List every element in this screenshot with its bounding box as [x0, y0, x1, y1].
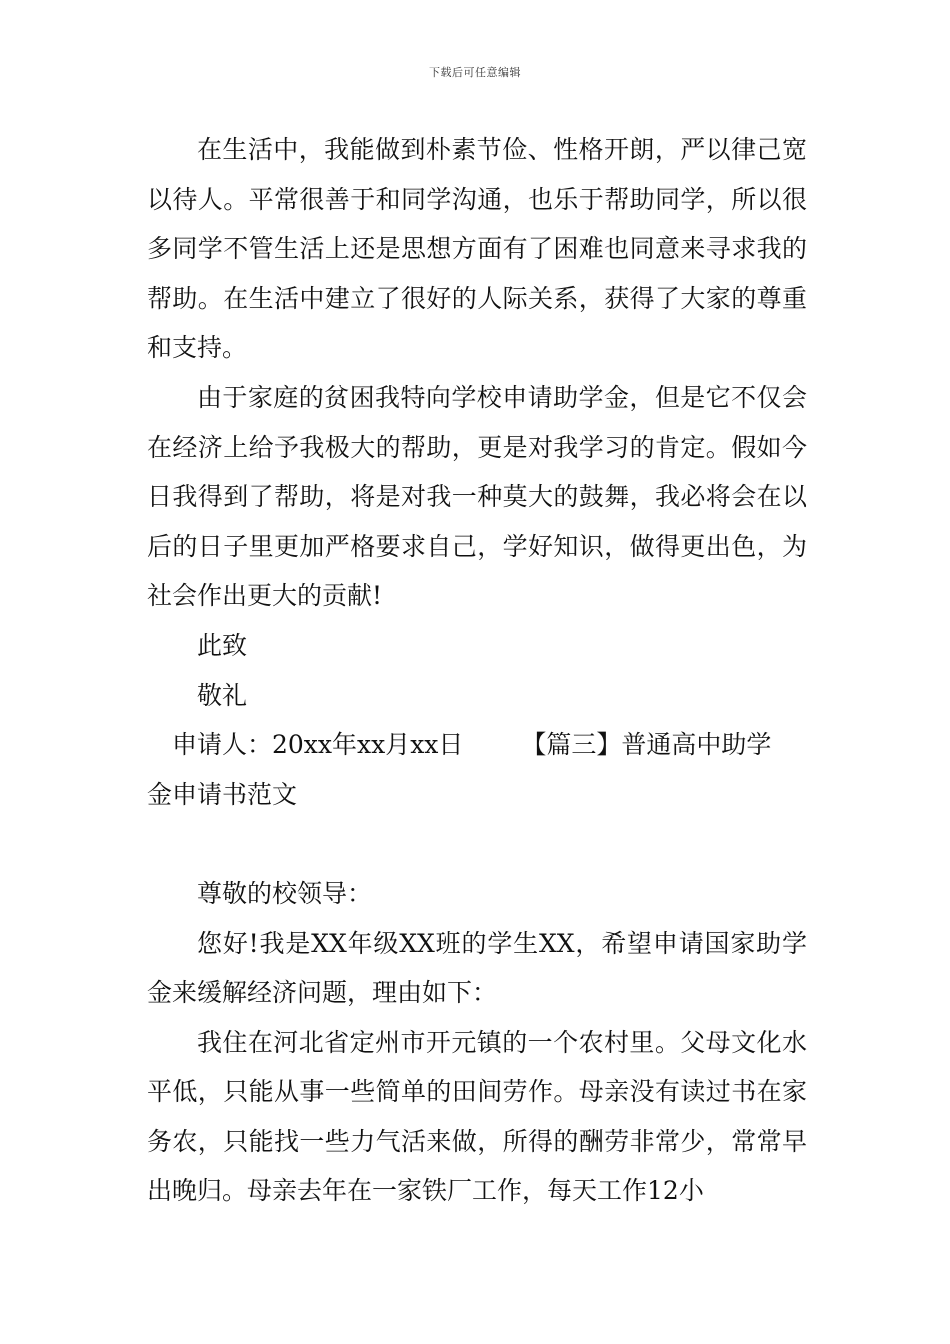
paragraph-family: 我住在河北省定州市开元镇的一个农村里。父母文化水平低，只能从事一些简单的田间劳作。母亲没有读过书在家务农，只能找一些力气活来做，所得的酬劳非常少，常常早出晚归。母亲去年在一家铁厂工作，每天工作12小: [147, 1027, 807, 1206]
section-title-end: 金申请书范文: [147, 779, 298, 809]
header-note: 下载后可任意编辑: [429, 66, 521, 79]
paragraph-greeting: 您好!我是XX年级XX班的学生XX，希望申请国家助学金来缓解经济问题，理由如下：: [147, 928, 807, 1008]
document-body: [147, 125, 807, 1216]
closing-cizhi: 此致: [197, 630, 248, 660]
salutation: 尊敬的校领导：: [197, 878, 373, 908]
blank-line: [147, 819, 807, 869]
paragraph-reason: 由于家庭的贫困我特向学校申请助学金，但是它不仅会在经济上给予我极大的帮助，更是对我学习的肯定。假如今日我得到了帮助，将是对我一种莫大的鼓舞，我必将会在以后的日子里更加严格要求自己，学好知识，做得更出色，为社会作出更大的贡献!: [147, 382, 807, 611]
section-title-start: 【篇三】普通高中助学: [521, 730, 772, 760]
applicant-line: [147, 720, 807, 770]
applicant-date: 申请人：20xx年xx月xx日: [172, 730, 464, 760]
closing-jingli: 敬礼: [197, 680, 248, 710]
paragraph-life: 在生活中，我能做到朴素节俭、性格开朗，严以律己宽以待人。平常很善于和同学沟通，也乐于帮助同学，所以很多同学不管生活上还是思想方面有了困难也同意来寻求我的帮助。在生活中建立了很好的人际关系，获得了大家的尊重和支持。: [147, 135, 807, 363]
